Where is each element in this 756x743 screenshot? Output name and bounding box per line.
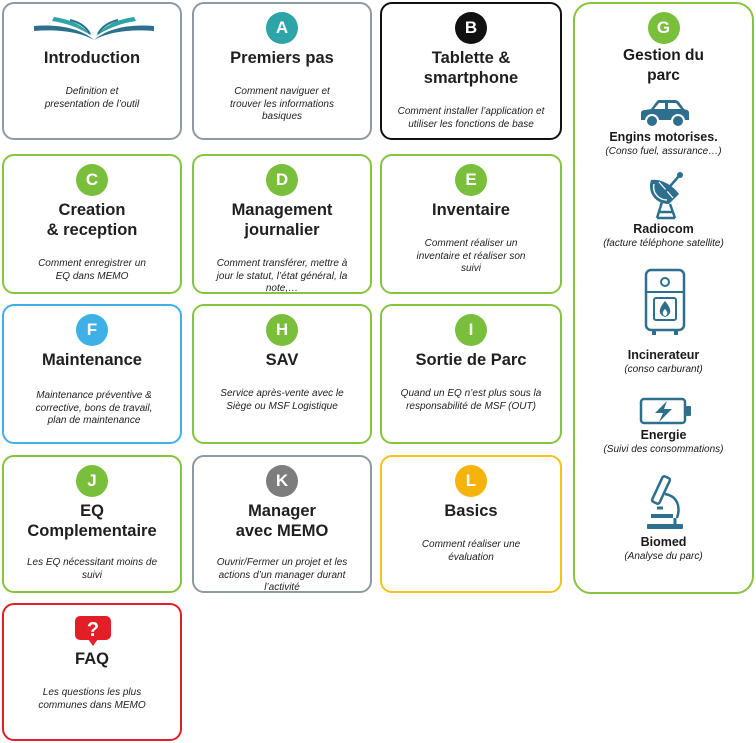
card-title-line1: Management (231, 201, 333, 219)
card-inventaire[interactable] (380, 154, 562, 294)
card-title-line2: Complementaire (27, 522, 157, 540)
letter-badge: I (455, 314, 487, 346)
letter-badge: F (76, 314, 108, 346)
gestion-item-sub: (Suivi des consommations) (603, 444, 724, 455)
letter-badge: L (455, 465, 487, 497)
card-management-journalier[interactable] (192, 154, 372, 294)
gestion-item-label: Energie (640, 428, 687, 442)
card-title-line1: Creation (58, 201, 126, 219)
card-description: Definition et presentation de l’outil (44, 86, 140, 110)
card-description: Maintenance préventive & corrective, bons de travail, plan de maintenance (35, 390, 153, 426)
gestion-item-sub: (facture téléphone satellite) (603, 238, 724, 249)
gestion-item-sub: (Conso fuel, assurance…) (605, 146, 722, 157)
gestion-item-label: Biomed (640, 535, 687, 549)
card-description: Comment réaliser un inventaire et réaliser son suivi (416, 238, 526, 274)
battery-icon (639, 396, 693, 426)
card-description: Comment transférer, mettre à jour le statut, l’état général, la note,… (216, 258, 348, 294)
card-title: Inventaire (432, 201, 510, 219)
card-description: Comment réaliser une évaluation (421, 539, 521, 563)
card-sortie-de-parc[interactable] (380, 304, 562, 444)
gestion-item-label: Incinerateur (627, 348, 700, 362)
question-mark: ? (86, 619, 100, 641)
card-faq[interactable] (2, 603, 182, 741)
card-title: Premiers pas (230, 49, 334, 67)
card-description: Comment naviguer et trouver les informations basiques (230, 86, 334, 122)
card-description: Service après-vente avec le Siège ou MSF Logistique (220, 388, 344, 412)
open-book-icon (28, 14, 160, 44)
panel-gestion-du-parc[interactable] (573, 2, 754, 594)
card-manager-avec-memo[interactable] (192, 455, 372, 593)
panel-title-line2: parc (647, 67, 680, 84)
card-title: Maintenance (42, 351, 142, 369)
letter-badge: D (266, 164, 298, 196)
card-title: SAV (265, 351, 299, 369)
card-sav[interactable] (192, 304, 372, 444)
gestion-item-sub: (Analyse du parc) (624, 551, 703, 562)
letter-badge: A (266, 12, 298, 44)
card-basics[interactable] (380, 455, 562, 593)
letter-badge: J (76, 465, 108, 497)
car-icon (637, 98, 691, 128)
card-title: Basics (444, 502, 498, 520)
letter-badge: G (648, 12, 680, 44)
card-title-line1: Tablette & (431, 49, 511, 67)
card-title-line2: smartphone (423, 69, 519, 87)
card-description: Les questions les plus communes dans MEMO (38, 687, 146, 711)
card-introduction[interactable] (2, 2, 182, 140)
gestion-item-label: Engins motorises. (609, 130, 718, 144)
card-title-line2: & reception (46, 221, 138, 239)
card-title-line1: Manager (248, 502, 316, 520)
satellite-dish-icon (645, 170, 687, 220)
card-title: Introduction (43, 49, 141, 67)
gestion-item-sub: (conso carburant) (624, 364, 703, 375)
letter-badge: C (76, 164, 108, 196)
panel-title-line1: Gestion du (623, 47, 704, 64)
card-maintenance[interactable] (2, 304, 182, 444)
gestion-item-label: Radiocom (633, 222, 694, 236)
card-eq-complementaire[interactable] (2, 455, 182, 593)
card-description: Comment enregistrer un EQ dans MEMO (38, 258, 146, 282)
card-title-line2: avec MEMO (235, 522, 329, 540)
card-description: Comment installer l’application et utiliser les fonctions de base (397, 106, 545, 130)
card-creation-reception[interactable] (2, 154, 182, 294)
card-tablette-smartphone[interactable] (380, 2, 562, 140)
question-bubble-icon (74, 615, 112, 647)
card-description: Ouvrir/Fermer un projet et les actions d’un manager durant l’activité (216, 557, 348, 593)
letter-badge: K (266, 465, 298, 497)
card-title-line2: journalier (244, 221, 320, 239)
incinerator-icon (643, 268, 687, 336)
card-title-line1: EQ (80, 502, 104, 520)
card-description: Quand un EQ n’est plus sous la responsabilité de MSF (OUT) (400, 388, 542, 412)
letter-badge: H (266, 314, 298, 346)
card-description: Les EQ nécessitant moins de suivi (26, 557, 158, 581)
letter-badge: B (455, 12, 487, 44)
microscope-icon (643, 474, 687, 532)
letter-badge: E (455, 164, 487, 196)
card-title: Sortie de Parc (415, 351, 527, 369)
card-premiers-pas[interactable] (192, 2, 372, 140)
card-title: FAQ (75, 650, 109, 668)
